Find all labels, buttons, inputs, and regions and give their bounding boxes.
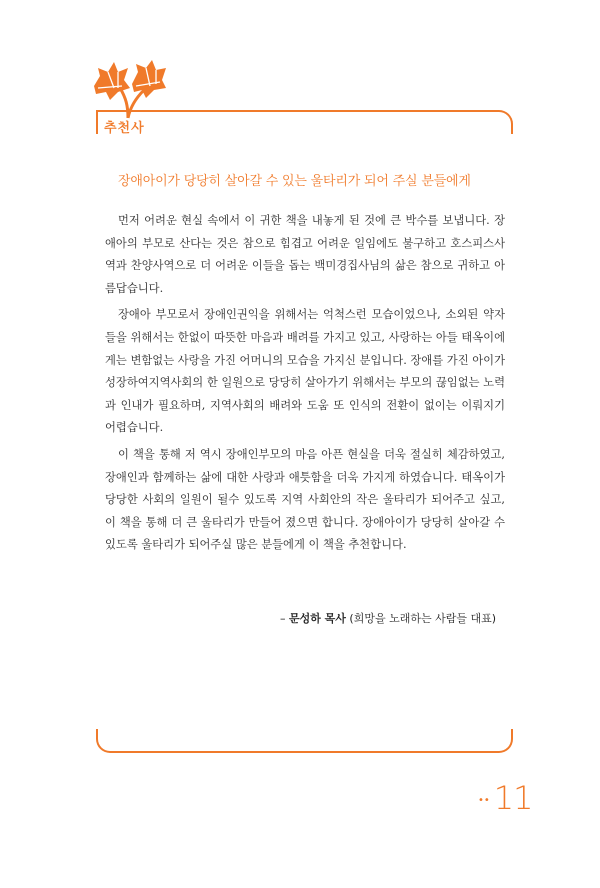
frame-bottom-border (96, 729, 513, 753)
section-label: 추천사 (104, 121, 145, 136)
paragraph-1: 먼저 어려운 현실 속에서 이 귀한 책을 내놓게 된 것에 큰 박수를 보냅니다. 장애아의 부모로 산다는 것은 참으로 힘겹고 어려운 일임에도 불구하고 호스피스사역과 찬양사역으로 더 어려운 이들을 돕는 백미경집사님의 삶은 참으로 귀하고 아름답습니다. (105, 214, 505, 295)
signature (280, 610, 496, 626)
page-number-dots: •• (478, 795, 490, 806)
page-number (478, 779, 533, 817)
frame-top-border (96, 110, 513, 134)
body-text (105, 210, 505, 561)
subtitle: 장애아이가 당당히 살아갈 수 있는 울타리가 되어 주실 분들에게 (118, 174, 471, 189)
signature-affiliation: (희망을 노래하는 사람들 대표) (349, 612, 496, 625)
signature-name: 문성하 목사 (288, 612, 346, 625)
paragraph-2: 장애아 부모로서 장애인권익을 위해서는 억척스런 모습이었으나, 소외된 약자들을 위해서는 한없이 따뜻한 마음과 배려를 가지고 있고, 사랑하는 아들 태옥이에게는 변함없는 사랑을 가진 어머니의 모습을 가지신 분입니다. 장애를 가진 아이가 성장하여지역사회의 한 일원으로 당당히 살아가기 위해서는 부모의 끊임없는 노력과 인내가 필요하며, 지역사회의 배려와 도움 또 인식의 전환이 없이는 이뤄지기 어렵습니다. (105, 308, 505, 435)
page-number-value: 11 (493, 779, 533, 817)
paragraph-3: 이 책을 통해 저 역시 장애인부모의 마음 아픈 현실을 더욱 절실히 체감하였고, 장애인과 함께하는 삶에 대한 사랑과 애틋함을 더욱 가지게 하였습니다. 태옥이가 당당한 사회의 일원이 될수 있도록 지역 사회안의 작은 울타리가 되어주고 싶고, 이 책을 통해 더 큰 울타리가 만들어 졌으면 합니다. 장애아이가 당당히 살아갈 수 있도록 울타리가 되어주실 많은 분들에게 이 책을 추천합니다. (105, 447, 505, 552)
signature-dash: – (279, 612, 286, 625)
